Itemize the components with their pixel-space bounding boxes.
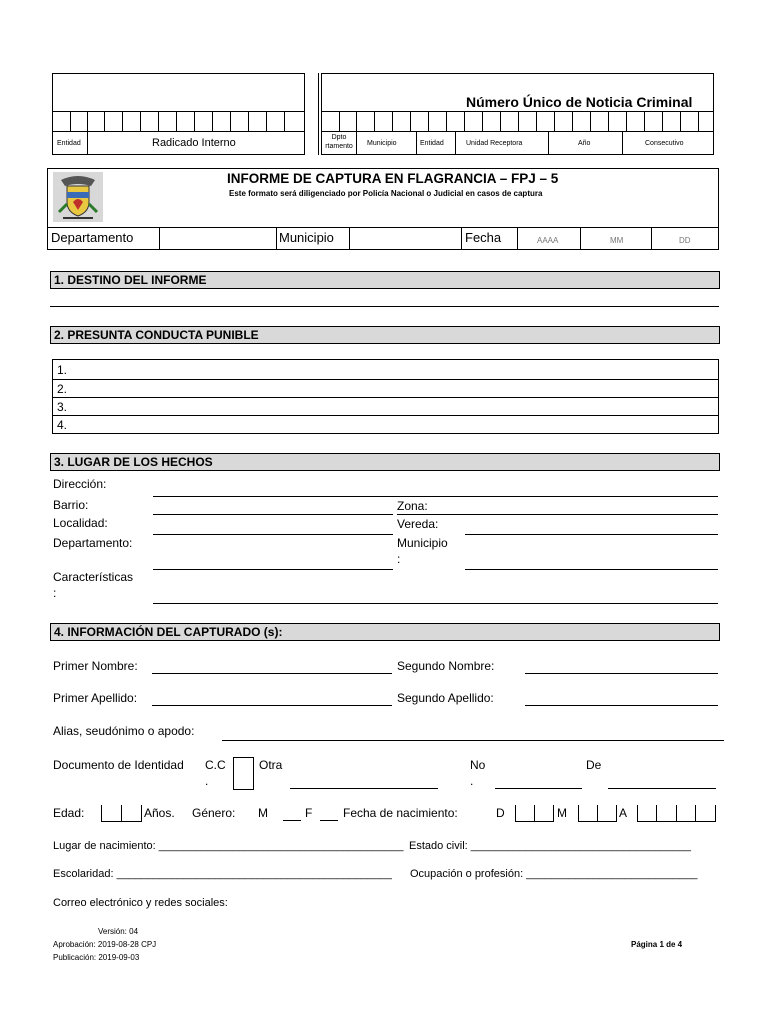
localidad-line[interactable] — [153, 534, 393, 535]
digit-separator — [622, 131, 623, 155]
segundo-apellido-label: Segundo Apellido: — [397, 691, 494, 705]
digit-separator — [230, 111, 231, 131]
digit-separator — [158, 111, 159, 131]
digit-separator — [140, 111, 141, 131]
digit-separator — [590, 111, 591, 131]
digit-separator — [482, 111, 483, 131]
row-div-4 — [461, 227, 462, 250]
nunc-line-mid — [321, 131, 714, 132]
no-line[interactable] — [495, 788, 582, 789]
colombia-coat-of-arms-icon — [53, 172, 103, 222]
caracteristicas-line[interactable] — [153, 603, 718, 604]
conducta-line-3 — [52, 415, 719, 416]
fecha-nac-d-label: D — [496, 806, 505, 820]
digit-separator — [554, 111, 555, 131]
edad-label: Edad: — [53, 806, 85, 820]
digit-separator — [248, 111, 249, 131]
estado-civil-field[interactable]: Estado civil: ____________________________________ — [409, 840, 691, 852]
digit-separator — [572, 111, 573, 131]
digit-separator — [374, 111, 375, 131]
alias-line[interactable] — [222, 740, 724, 741]
municipio-label: Municipio — [279, 230, 334, 245]
fecha-mm-field[interactable]: MM — [610, 236, 624, 245]
digit-separator — [446, 111, 447, 131]
caracteristicas-colon: : — [53, 586, 57, 600]
digit-separator — [212, 111, 213, 131]
digit-separator — [626, 111, 627, 131]
digit-separator — [518, 111, 519, 131]
fecha-nac-d-boxes[interactable] — [515, 805, 554, 822]
municipio-lugar-line[interactable] — [465, 569, 718, 570]
conducta-row-2[interactable]: 2. — [57, 382, 68, 396]
digit-separator — [104, 111, 105, 131]
municipio-field[interactable] — [350, 228, 460, 249]
digit-separator — [356, 131, 357, 155]
digit-separator — [608, 111, 609, 131]
vereda-line[interactable] — [465, 534, 718, 535]
primer-nombre-line[interactable] — [152, 673, 392, 674]
genero-m-label: M — [258, 806, 268, 820]
fecha-nacimiento-label: Fecha de nacimiento: — [343, 806, 458, 820]
cc-dot: . — [205, 774, 209, 788]
anio-label: Año — [578, 140, 591, 147]
conducta-line-2 — [52, 397, 719, 398]
row-div-6 — [580, 227, 581, 250]
digit-separator — [536, 111, 537, 131]
fecha-nac-a-boxes[interactable] — [637, 805, 716, 822]
alias-label: Alias, seudónimo o apodo: — [53, 724, 195, 738]
fecha-nac-m-boxes[interactable] — [578, 805, 617, 822]
digit-separator — [428, 111, 429, 131]
aprobacion-text: Aprobación: 2019-08-28 CPJ — [53, 940, 157, 949]
correo-label: Correo electrónico y redes sociales: — [53, 897, 228, 909]
row-div-7 — [651, 227, 652, 250]
departamento-lugar-line[interactable] — [153, 569, 393, 570]
digit-separator — [644, 111, 645, 131]
primer-apellido-line[interactable] — [152, 705, 392, 706]
de-label: De — [586, 758, 602, 772]
digit-separator — [698, 111, 699, 131]
form-title: INFORME DE CAPTURA EN FLAGRANCIA – FPJ – 5 — [227, 171, 559, 186]
digit-separator — [500, 111, 501, 131]
barrio-line[interactable] — [153, 514, 393, 515]
digit-separator — [455, 131, 456, 155]
row-div-5 — [517, 227, 518, 250]
zona-line[interactable] — [397, 514, 718, 515]
digit-separator — [356, 111, 357, 131]
radicado-line-mid — [52, 131, 305, 132]
cc-label: C.C — [205, 758, 226, 772]
primer-apellido-label: Primer Apellido: — [53, 691, 138, 705]
row-div-2 — [276, 227, 277, 250]
direccion-label: Dirección: — [53, 477, 107, 491]
cc-checkbox[interactable] — [233, 757, 254, 790]
radicado-interno-label: Radicado Interno — [152, 137, 236, 149]
no-label: No — [470, 758, 486, 772]
otra-label: Otra — [259, 758, 283, 772]
genero-f-label: F — [305, 806, 313, 820]
edad-boxes[interactable] — [101, 805, 142, 822]
municipio-col-label: Municipio — [367, 140, 397, 147]
destino-input-line[interactable] — [50, 306, 719, 307]
localidad-label: Localidad: — [53, 516, 108, 530]
digit-separator — [266, 111, 267, 131]
conducta-row-3[interactable]: 3. — [57, 400, 68, 414]
departamento-field[interactable] — [160, 228, 275, 249]
version-text: Versión: 04 — [98, 927, 139, 936]
segundo-nombre-line[interactable] — [525, 673, 718, 674]
segundo-nombre-label: Segundo Nombre: — [397, 659, 495, 673]
consecutivo-label: Consecutivo — [645, 140, 684, 147]
unidad-receptora-label: Unidad Receptora — [466, 140, 523, 147]
direccion-line[interactable] — [153, 496, 718, 497]
entidad-col-label: Entidad — [420, 140, 444, 147]
digit-separator — [410, 111, 411, 131]
primer-nombre-label: Primer Nombre: — [53, 659, 138, 673]
conducta-line-1 — [52, 379, 719, 380]
digit-separator — [680, 111, 681, 131]
anos-label: Años. — [144, 806, 175, 820]
conducta-row-1[interactable]: 1. — [57, 363, 68, 377]
digit-separator — [548, 131, 549, 155]
ocupacion-field[interactable]: Ocupación o profesión: ____________________________ — [410, 868, 698, 880]
radicado-divider — [87, 131, 88, 155]
publicacion-text: Publicación: 2019-09-03 — [53, 953, 140, 962]
fecha-label: Fecha — [465, 230, 502, 245]
digit-separator — [87, 111, 88, 131]
barrio-label: Barrio: — [53, 498, 89, 512]
genero-f-line[interactable] — [320, 820, 338, 821]
section-capturado-header: 4. INFORMACIÓN DEL CAPTURADO (s): — [50, 623, 720, 641]
digit-separator — [392, 111, 393, 131]
entidad-label-left: Entidad — [57, 140, 81, 147]
section-conducta-header: 2. PRESUNTA CONDUCTA PUNIBLE — [50, 326, 720, 344]
page-number: Página 1 de 4 — [631, 940, 683, 949]
de-line[interactable] — [608, 788, 716, 789]
section-destino-header: 1. DESTINO DEL INFORME — [50, 271, 720, 289]
caracteristicas-label: Características — [53, 570, 134, 584]
municipio-lugar-colon: : — [397, 552, 401, 566]
form-subtitle: Este formato será diligenciado por Policía Nacional o Judicial en casos de captura — [229, 189, 543, 198]
nunc-title: Número Único de Noticia Criminal — [466, 94, 693, 110]
documento-label: Documento de Identidad — [53, 758, 184, 772]
header-separator — [318, 73, 319, 155]
no-dot: . — [470, 774, 474, 788]
digit-separator — [339, 111, 340, 131]
fecha-aaaa-field[interactable]: AAAA — [537, 236, 559, 245]
vereda-label: Vereda: — [397, 517, 439, 531]
municipio-lugar-label: Municipio — [397, 536, 448, 550]
digit-separator — [416, 131, 417, 155]
digit-separator — [464, 111, 465, 131]
lugar-nacimiento-field[interactable]: Lugar de nacimiento: ________________________________________ — [53, 840, 404, 852]
digit-separator — [284, 111, 285, 131]
otra-line[interactable] — [290, 788, 438, 789]
zona-label: Zona: — [397, 499, 428, 513]
digit-separator — [176, 111, 177, 131]
radicado-line-top — [52, 111, 305, 112]
fecha-dd-field[interactable]: DD — [679, 236, 691, 245]
digit-separator — [662, 111, 663, 131]
digit-separator — [70, 111, 71, 131]
genero-m-line[interactable] — [283, 820, 301, 821]
fecha-nac-m-label: M — [557, 806, 567, 820]
dpto-label: Dpto rtamento — [325, 134, 353, 150]
genero-label: Género: — [192, 806, 236, 820]
departamento-lugar-label: Departamento: — [53, 536, 133, 550]
digit-separator — [122, 111, 123, 131]
escolaridad-field[interactable]: Escolaridad: _____________________________________________ — [53, 868, 392, 880]
section-lugar-header: 3. LUGAR DE LOS HECHOS — [50, 453, 720, 471]
conducta-row-4[interactable]: 4. — [57, 418, 68, 432]
segundo-apellido-line[interactable] — [525, 705, 718, 706]
fecha-nac-a-label: A — [619, 806, 628, 820]
digit-separator — [194, 111, 195, 131]
departamento-label: Departamento — [51, 230, 134, 245]
